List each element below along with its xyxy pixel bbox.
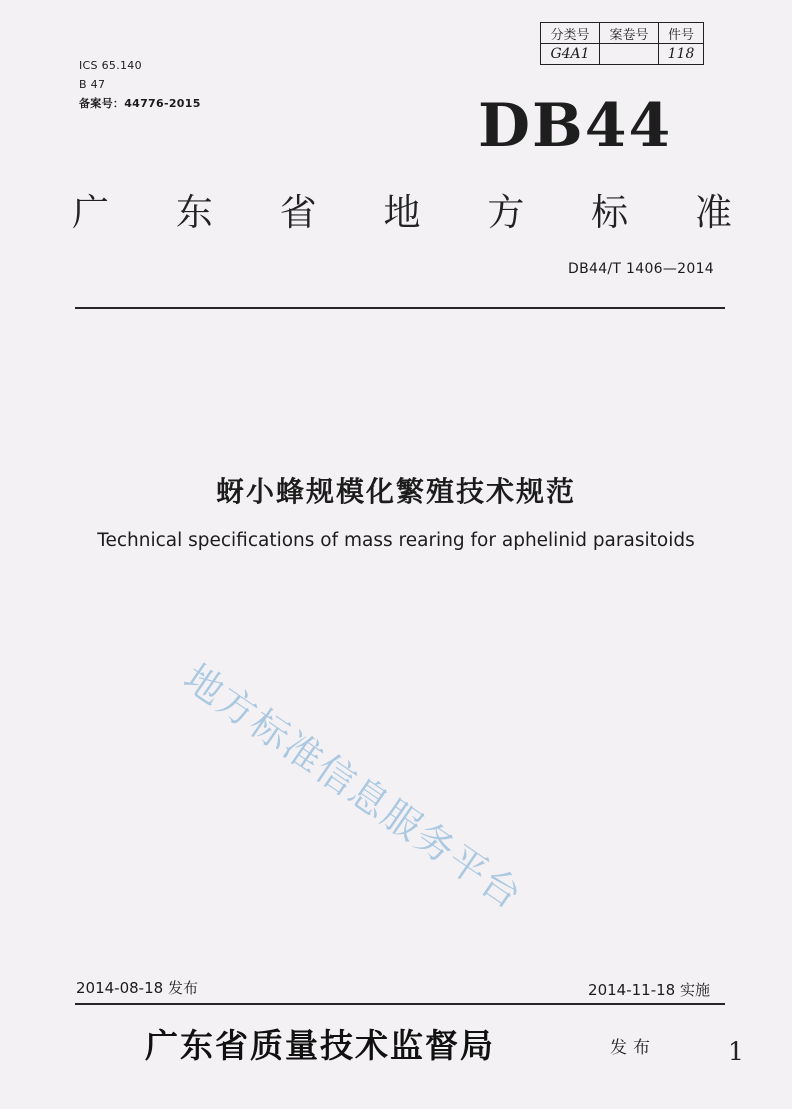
stamp-header-volume: 案卷号 xyxy=(600,23,659,44)
ccs-code: B 47 xyxy=(79,78,106,91)
publish-date: 2014-08-18 发布 xyxy=(76,979,198,997)
title-char: 方 xyxy=(487,191,525,234)
stamp-value-category: G4A1 xyxy=(541,44,600,65)
issuing-authority: 广东省质量技术监督局 xyxy=(145,1026,495,1065)
watermark: 地方标准信息服务平台 xyxy=(175,655,531,919)
issue-label: 发布 xyxy=(610,1038,656,1058)
archive-stamp xyxy=(540,22,704,65)
document-title-chinese: 蚜小蜂规模化繁殖技术规范 xyxy=(215,475,576,508)
registration-number: 备案号：44776-2015 xyxy=(79,97,201,110)
footer-divider xyxy=(75,1003,725,1005)
title-char: 地 xyxy=(383,191,421,234)
standard-number: DB44/T 1406—2014 xyxy=(568,261,714,277)
implement-date: 2014-11-18 实施 xyxy=(588,981,710,999)
page-number: 1 xyxy=(728,1037,744,1066)
title-char: 准 xyxy=(694,191,732,234)
stamp-header-category: 分类号 xyxy=(541,23,600,44)
stamp-value-item: 118 xyxy=(659,44,704,65)
stamp-value-volume xyxy=(600,44,659,65)
title-char: 标 xyxy=(591,191,629,234)
standard-category-title xyxy=(72,182,732,236)
title-char: 广 xyxy=(72,191,109,234)
ics-code: ICS 65.140 xyxy=(79,59,142,72)
header-divider xyxy=(75,307,725,309)
stamp-header-item: 件号 xyxy=(659,23,704,44)
title-char: 东 xyxy=(175,191,213,234)
standard-code: DB44 xyxy=(478,91,673,161)
title-char: 省 xyxy=(279,191,317,234)
document-title-english: Technical specifications of mass rearing for aphelinid parasitoids xyxy=(97,530,695,551)
classification-block xyxy=(79,56,201,113)
